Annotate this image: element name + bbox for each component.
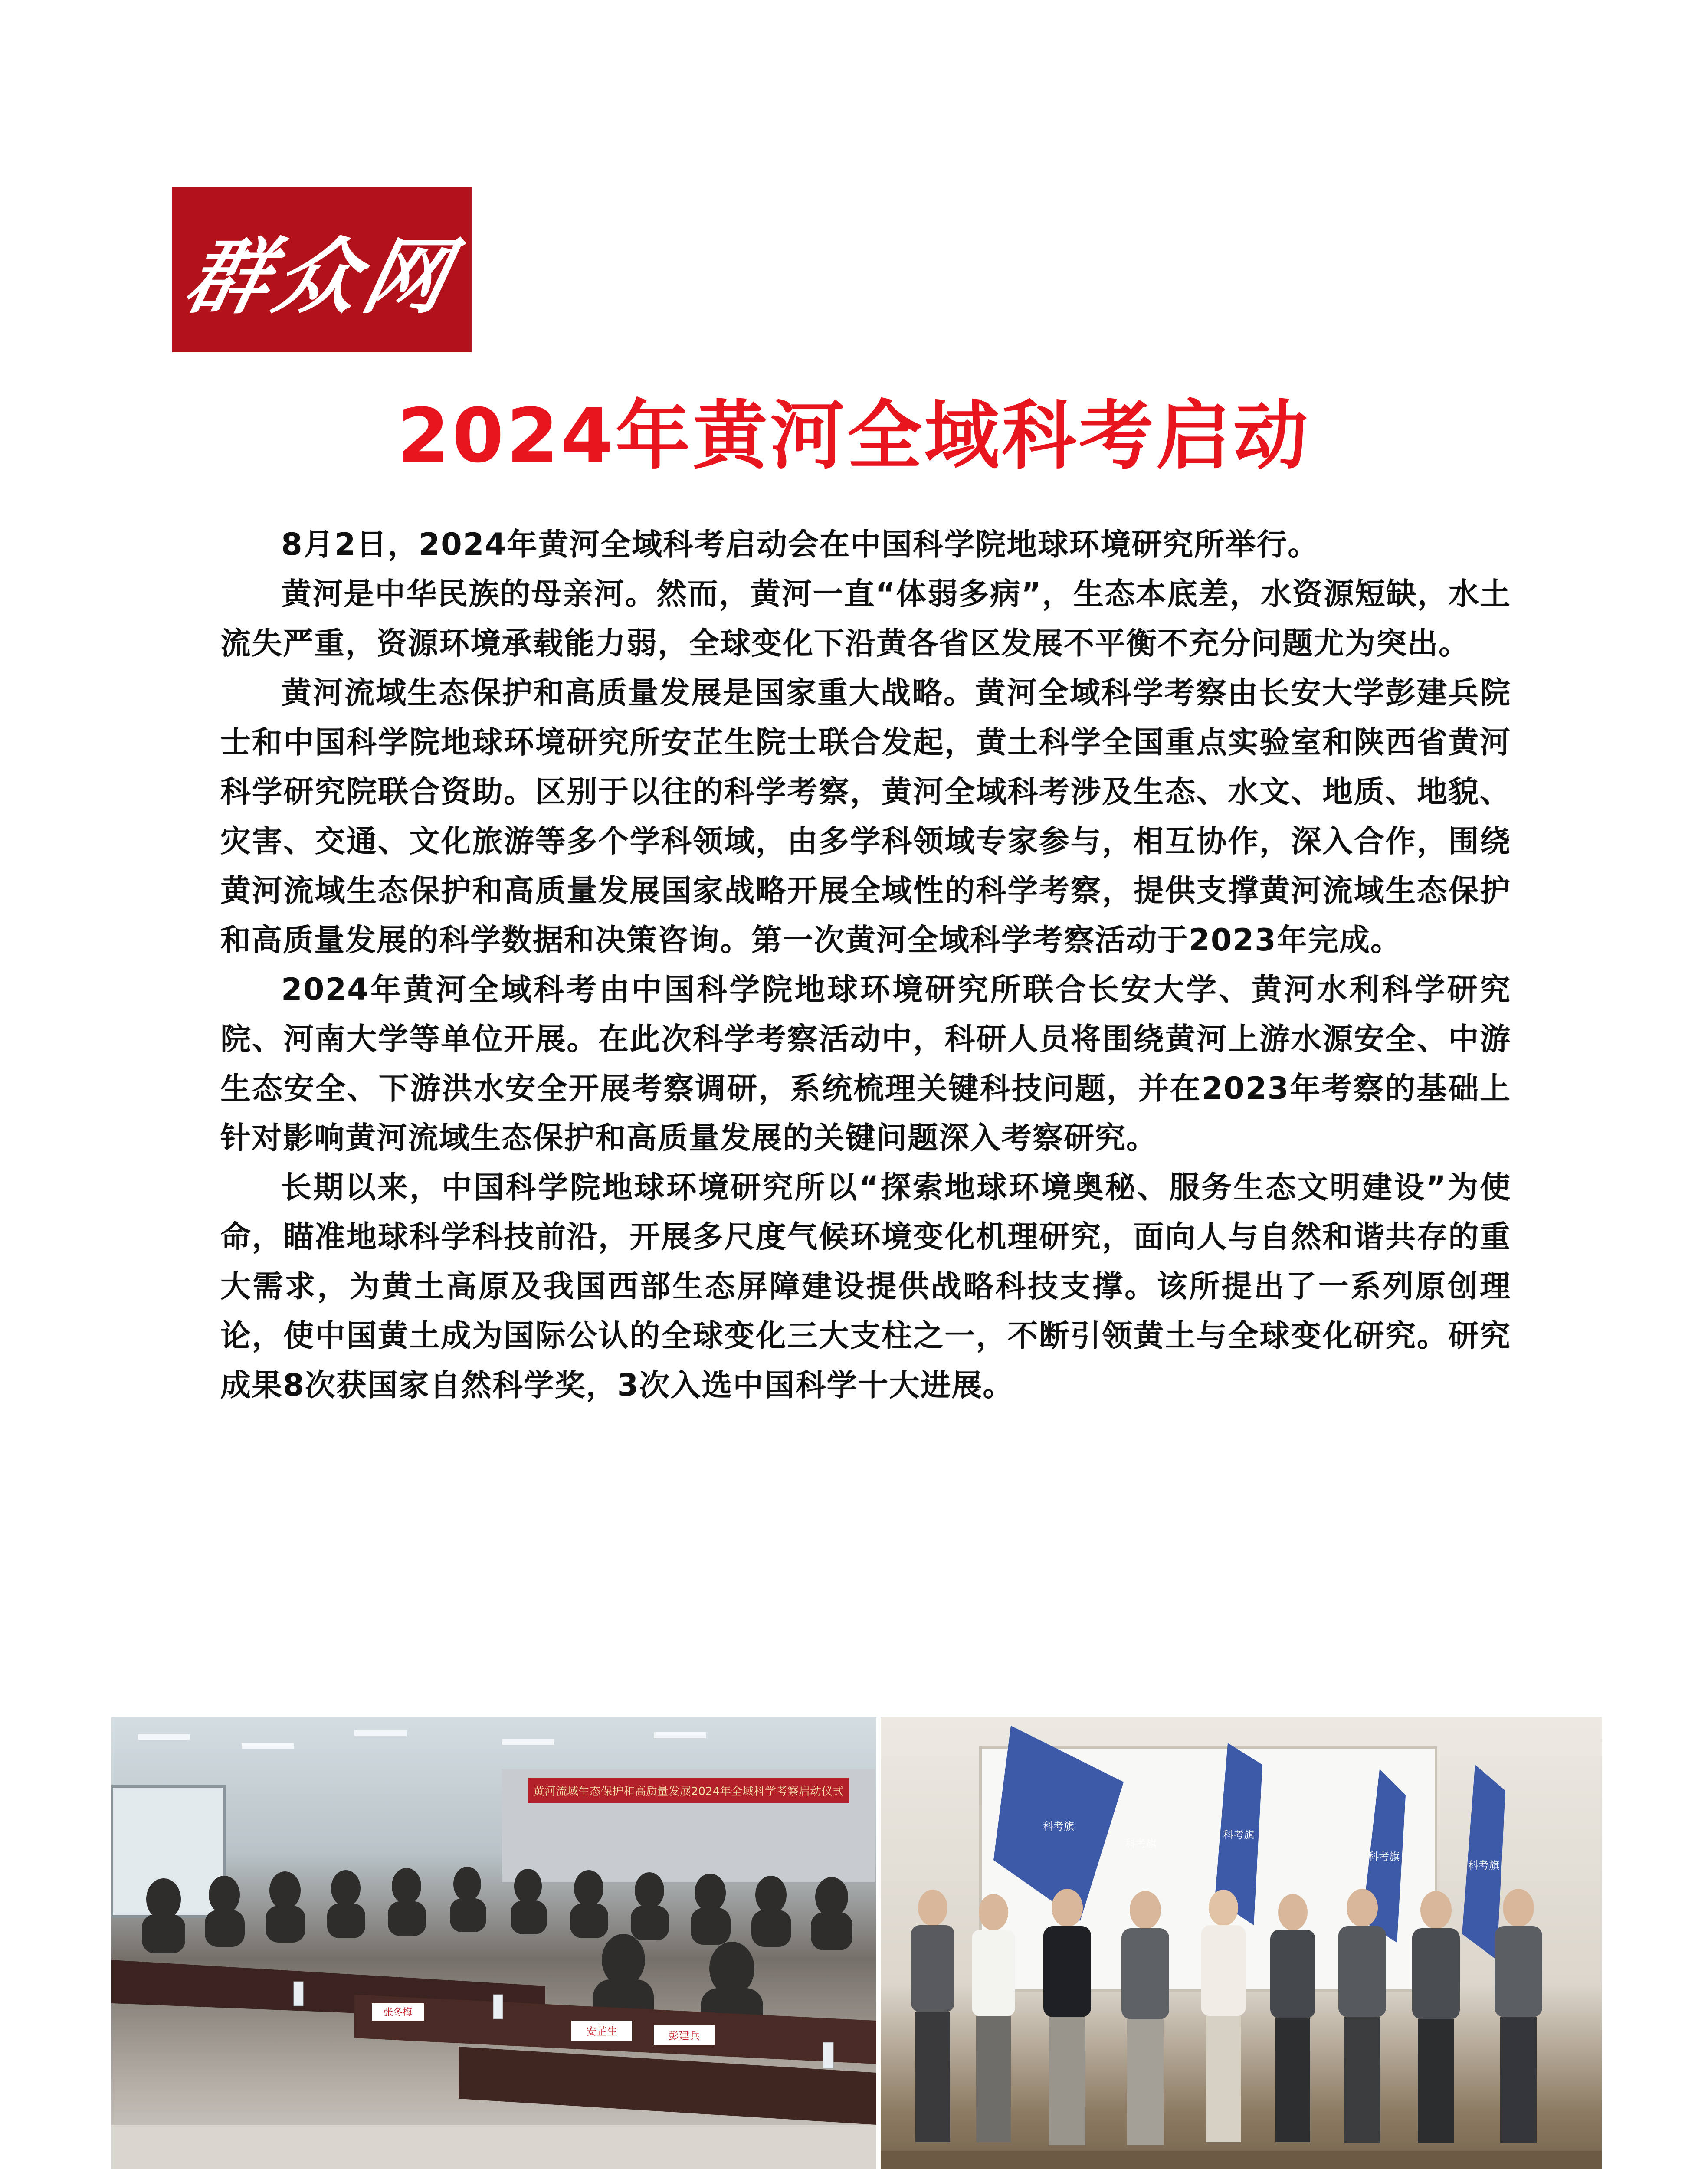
flag-label: 科考旗	[1043, 1820, 1074, 1832]
flag-label: 科考旗	[1368, 1851, 1400, 1863]
paragraph: 长期以来，中国科学院地球环境研究所以“探索地球环境奥秘、服务生态文明建设”为使命，瞄准地球科学科技前沿，开展多尺度气候环境变化机理研究，面向人与自然和谐共存的重大需求，为黄土高原及我国西部生态屏障建设提供战略科技支撑。该所提出了一系列原创理论，使中国黄土成为国际公认的全球变化三大支柱之一，不断引领黄土与全球变化研究。研究成果8次获国家自然科学奖，3次入选中国科学十大进展。	[220, 1170, 1511, 1403]
article-title: 2024年黄河全域科考启动	[397, 392, 1311, 479]
paragraph: 黄河流域生态保护和高质量发展是国家重大战略。黄河全域科学考察由长安大学彭建兵院士和中国科学院地球环境研究所安芷生院士联合发起，黄土科学全国重点实验室和陕西省黄河科学研究院联合资助。区别于以往的科学考察，黄河全域科考涉及生态、水文、地质、地貌、灾害、交通、文化旅游等多个学科领域，由多学科领域专家参与，相互协作，深入合作，围绕黄河流域生态保护和高质量发展国家战略开展全域性的科学考察，提供支撑黄河流域生态保护和高质量发展的科学数据和决策咨询。第一次黄河全域科学考察活动于2023年完成。	[220, 675, 1511, 958]
masthead-logo	[172, 187, 472, 352]
meeting-photo	[111, 1717, 876, 2169]
meeting-scene	[111, 1717, 876, 2169]
flag-label: 科考旗	[1223, 1829, 1254, 1841]
desk-sign: 彭建兵	[669, 2030, 700, 2042]
article-body	[220, 520, 1511, 1410]
ceremony-scene	[881, 1717, 1602, 2169]
flag-label: 科考旗	[1468, 1859, 1499, 1871]
paragraph: 黄河是中华民族的母亲河。然而，黄河一直“体弱多病”，生态本底差，水资源短缺，水土流失严重，资源环境承载能力弱，全球变化下沿黄各省区发展不平衡不充分问题尤为突出。	[220, 576, 1511, 661]
meeting-banner: 黄河流域生态保护和高质量发展2024年全域科学考察启动仪式	[533, 1785, 844, 1798]
paragraph: 2024年黄河全域科考由中国科学院地球环境研究所联合长安大学、黄河水利科学研究院、河南大学等单位开展。在此次科学考察活动中，科研人员将围绕黄河上游水源安全、中游生态安全、下游洪水安全开展考察调研，系统梳理关键科技问题，并在2023年考察的基础上针对影响黄河流域生态保护和高质量发展的关键问题深入考察研究。	[220, 972, 1511, 1156]
flag-ceremony-photo	[881, 1717, 1602, 2169]
desk-sign: 张冬梅	[383, 2007, 413, 2018]
logo-text: 群众网	[177, 228, 464, 325]
flag-label: 科考旗	[1125, 1838, 1157, 1850]
desk-sign: 安芷生	[586, 2025, 617, 2038]
paragraph: 8月2日，2024年黄河全域科考启动会在中国科学院地球环境研究所举行。	[281, 527, 1319, 562]
